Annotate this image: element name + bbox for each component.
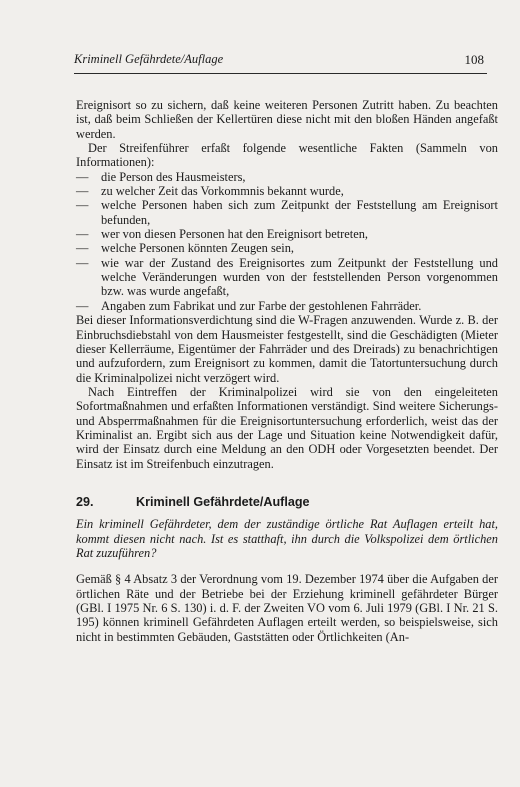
section-title: Kriminell Gefährdete/Auflage (136, 494, 310, 509)
list-item: — zu welcher Zeit das Vorkommnis bekannt wurde, (76, 184, 498, 198)
running-title: Kriminell Gefährdete/Auflage (74, 52, 224, 66)
running-header (74, 52, 484, 67)
section-answer: Gemäß § 4 Absatz 3 der Verordnung vom 19. Dezember 1974 über die Aufgaben der örtlichen Räte und der Betriebe bei der Erziehung kriminell gefährdeter Bürger (GBl. I 1975 Nr. 6 S. 130) i. d. F. der Zweiten VO vom 6. Juli 1979 (GBl. I Nr. 21 S. 195) können kriminell Gefährdeten Auflagen erteilt werden, so beispielsweise, sich nicht in bestimmten Gebäuden, Gaststätten oder Örtlichkeiten (An- (76, 572, 498, 644)
paragraph-4: Nach Eintreffen der Kriminalpolizei wird sie von den eingeleiteten Sofortmaßnahmen und erfaßten Informationen verständigt. Sind weitere Sicherungs- und Absperrmaßnahmen für die Ereignisortuntersuchung erforderlich, weist das der Kriminalist an. Ergibt sich aus der Lage und Situation keine Notwendigkeit dafür, wird der Einsatz durch eine Meldung an den ODH oder Vorgesetzten beendet. Der Einsatz ist im Streifenbuch einzutragen. (76, 384, 498, 471)
paragraph-1: Ereignisort so zu sichern, daß keine weiteren Personen Zutritt haben. Zu beachten ist, daß beim Schließen der Kellertüren diese nicht mit den bloßen Händen angefaßt werden. (76, 98, 498, 141)
page-number: 108 (464, 52, 484, 67)
header-rule (74, 73, 487, 74)
section-question: Ein kriminell Gefährdeter, dem der zuständige örtliche Rat Auflagen erteilt hat, kommt diesen nicht nach. Ist es statthaft, ihn durch die Volkspolizei dem örtlichen Rat zuzuführen? (76, 517, 498, 560)
list-item: — Angaben zum Fabrikat und zur Farbe der gestohlenen Fahrräder. (76, 299, 498, 313)
section-heading (76, 495, 498, 509)
list-item: — welche Personen könnten Zeugen sein, (76, 241, 498, 255)
paragraph-3: Bei dieser Informationsverdichtung sind die W-Fragen anzuwenden. Wurde z. B. der Einbruchsdiebstahl von dem Hausmeister festgestellt, sind die Geschädigten (Mieter dieser Kellerräume, Eigentümer der Fahrräder und des Dreirads) zu benachrichtigen und aufzufordern, zum Ereignisort zu kommen, damit die Tatortuntersuchung durch die Kriminalpolizei nicht verzögert wird. (76, 313, 498, 385)
list-item: — welche Personen haben sich zum Zeitpunkt der Feststellung am Ereignisort befunden, (76, 198, 498, 227)
list-item: — wie war der Zustand des Ereignisortes zum Zeitpunkt der Feststellung und welche Veränderungen wurden von der feststellenden Person vorgenommen bzw. was wurde angefaßt, (76, 256, 498, 299)
facts-list (76, 170, 498, 313)
page-body (76, 98, 498, 644)
list-item: — wer von diesen Personen hat den Ereignisort betreten, (76, 227, 498, 241)
paragraph-2: Der Streifenführer erfaßt folgende wesentliche Fakten (Sammeln von Informationen): (76, 141, 498, 170)
section-number: 29. (76, 494, 94, 509)
list-item: — die Person des Hausmeisters, (76, 170, 498, 184)
